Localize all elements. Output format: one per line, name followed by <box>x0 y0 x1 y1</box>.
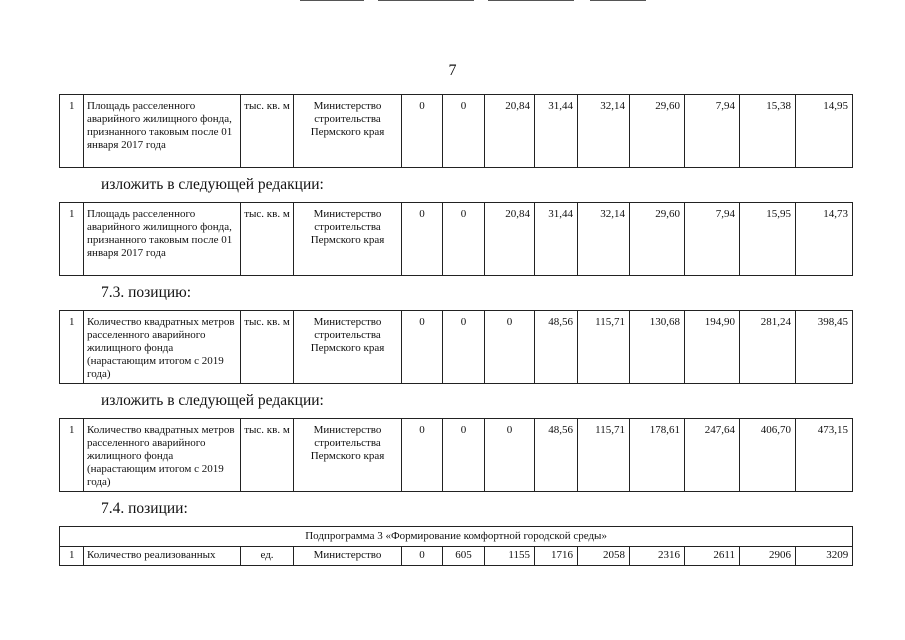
unit-cell: тыс. кв. м <box>241 203 294 276</box>
value-cell: 2906 <box>740 547 796 566</box>
top-rule <box>590 0 646 1</box>
indicator-table <box>59 202 853 276</box>
value-cell: 31,44 <box>535 95 578 168</box>
indicator-name: Количество квадратных метров расселенного аварийного жилищного фонда (нарастающим итогом с 2019 года) <box>84 419 241 492</box>
value-cell: 29,60 <box>630 95 685 168</box>
value-cell: 1716 <box>535 547 578 566</box>
row-number: 1 <box>60 547 84 566</box>
table-row <box>60 95 853 168</box>
value-cell: 0 <box>402 419 443 492</box>
value-cell: 0 <box>443 203 485 276</box>
value-cell: 2316 <box>630 547 685 566</box>
indicator-name: Площадь расселенного аварийного жилищного фонда, признанного таковым после 01 января 2017 года <box>84 203 241 276</box>
indicator-table <box>59 418 853 492</box>
value-cell: 0 <box>402 95 443 168</box>
table-row <box>60 547 853 566</box>
indicator-table <box>59 310 853 384</box>
unit-cell: тыс. кв. м <box>241 419 294 492</box>
indicator-name: Количество реализованных <box>84 547 241 566</box>
unit-cell: ед. <box>241 547 294 566</box>
value-cell: 20,84 <box>485 203 535 276</box>
section-heading: 7.3. позицию: <box>101 284 192 301</box>
value-cell: 605 <box>443 547 485 566</box>
section-heading: изложить в следующей редакции: <box>101 176 324 193</box>
value-cell: 194,90 <box>685 311 740 384</box>
value-cell: 48,56 <box>535 419 578 492</box>
value-cell: 247,64 <box>685 419 740 492</box>
indicator-name: Количество квадратных метров расселенного аварийного жилищного фонда (нарастающим итогом с 2019 года) <box>84 311 241 384</box>
value-cell: 0 <box>485 311 535 384</box>
value-cell: 1155 <box>485 547 535 566</box>
value-cell: 31,44 <box>535 203 578 276</box>
value-cell: 406,70 <box>740 419 796 492</box>
row-number: 1 <box>60 419 84 492</box>
value-cell: 2058 <box>578 547 630 566</box>
value-cell: 473,15 <box>796 419 853 492</box>
value-cell: 115,71 <box>578 311 630 384</box>
value-cell: 32,14 <box>578 203 630 276</box>
value-cell: 0 <box>485 419 535 492</box>
subprogram-title: Подпрограмма 3 «Формирование комфортной городской среды» <box>60 527 853 547</box>
value-cell: 29,60 <box>630 203 685 276</box>
value-cell: 178,61 <box>630 419 685 492</box>
value-cell: 2611 <box>685 547 740 566</box>
value-cell: 15,38 <box>740 95 796 168</box>
value-cell: 32,14 <box>578 95 630 168</box>
value-cell: 0 <box>402 203 443 276</box>
unit-cell: тыс. кв. м <box>241 95 294 168</box>
row-number: 1 <box>60 95 84 168</box>
organization-cell: Министерство строительства Пермского края <box>294 311 402 384</box>
value-cell: 281,24 <box>740 311 796 384</box>
value-cell: 0 <box>402 311 443 384</box>
page-number: 7 <box>448 62 457 79</box>
table-row <box>60 419 853 492</box>
value-cell: 0 <box>443 311 485 384</box>
section-heading: 7.4. позиции: <box>101 500 188 517</box>
value-cell: 0 <box>443 95 485 168</box>
value-cell: 20,84 <box>485 95 535 168</box>
value-cell: 7,94 <box>685 95 740 168</box>
value-cell: 0 <box>443 419 485 492</box>
top-rule <box>488 0 574 1</box>
row-number: 1 <box>60 311 84 384</box>
indicator-table <box>59 526 853 566</box>
value-cell: 115,71 <box>578 419 630 492</box>
value-cell: 48,56 <box>535 311 578 384</box>
table-row <box>60 311 853 384</box>
top-rule <box>378 0 474 1</box>
value-cell: 398,45 <box>796 311 853 384</box>
organization-cell: Министерство строительства Пермского края <box>294 95 402 168</box>
table-row <box>60 203 853 276</box>
organization-cell: Министерство строительства Пермского края <box>294 203 402 276</box>
subprogram-header-row <box>60 527 853 547</box>
top-rule <box>300 0 364 1</box>
value-cell: 0 <box>402 547 443 566</box>
indicator-name: Площадь расселенного аварийного жилищного фонда, признанного таковым после 01 января 2017 года <box>84 95 241 168</box>
value-cell: 3209 <box>796 547 853 566</box>
organization-cell: Министерство строительства Пермского края <box>294 419 402 492</box>
row-number: 1 <box>60 203 84 276</box>
value-cell: 7,94 <box>685 203 740 276</box>
indicator-table <box>59 94 853 168</box>
value-cell: 130,68 <box>630 311 685 384</box>
value-cell: 14,73 <box>796 203 853 276</box>
organization-cell: Министерство <box>294 547 402 566</box>
value-cell: 14,95 <box>796 95 853 168</box>
section-heading: изложить в следующей редакции: <box>101 392 324 409</box>
value-cell: 15,95 <box>740 203 796 276</box>
unit-cell: тыс. кв. м <box>241 311 294 384</box>
